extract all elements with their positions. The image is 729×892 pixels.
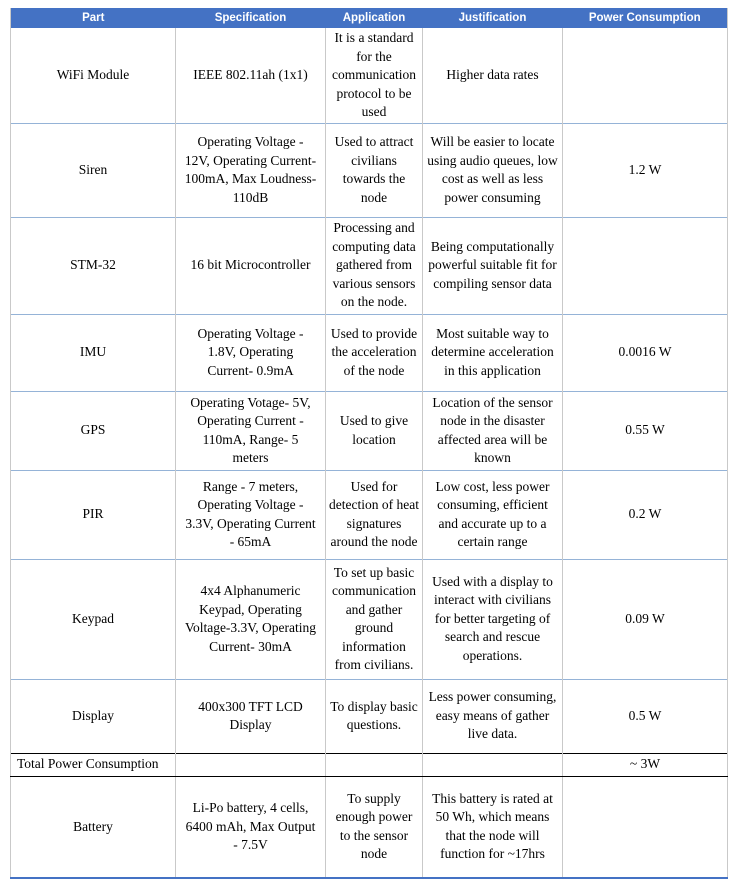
cell-justification: Less power consuming, easy means of gather live data. xyxy=(423,679,563,753)
cell-power xyxy=(563,217,728,314)
header-row xyxy=(11,8,728,28)
cell-specification: Li-Po battery, 4 cells, 6400 mAh, Max Output - 7.5V xyxy=(176,776,326,878)
cell-application xyxy=(326,753,423,776)
cell-specification: Operating Votage- 5V, Operating Current - 110mA, Range- 5 meters xyxy=(176,391,326,470)
cell-application: Processing and computing data gathered from various sensors on the node. xyxy=(326,217,423,314)
cell-part: Siren xyxy=(11,123,176,217)
table-row xyxy=(11,470,728,559)
cell-application: Used to give location xyxy=(326,391,423,470)
cell-specification: 400x300 TFT LCD Display xyxy=(176,679,326,753)
cell-power: 0.09 W xyxy=(563,559,728,679)
cell-application: Used for detection of heat signatures around the node xyxy=(326,470,423,559)
table-body xyxy=(11,28,728,878)
cell-power: 0.5 W xyxy=(563,679,728,753)
table-row xyxy=(11,314,728,391)
cell-part: WiFi Module xyxy=(11,28,176,123)
cell-justification: Higher data rates xyxy=(423,28,563,123)
column-header-part: Part xyxy=(11,8,176,28)
cell-justification: Will be easier to locate using audio queues, low cost as well as less power consuming xyxy=(423,123,563,217)
cell-part: Battery xyxy=(11,776,176,878)
cell-application: To display basic questions. xyxy=(326,679,423,753)
cell-power xyxy=(563,776,728,878)
cell-power: 0.2 W xyxy=(563,470,728,559)
column-header-power-consumption: Power Consumption xyxy=(563,8,728,28)
cell-specification: Range - 7 meters, Operating Voltage - 3.3V, Operating Current - 65mA xyxy=(176,470,326,559)
table-row xyxy=(11,679,728,753)
cell-part: Keypad xyxy=(11,559,176,679)
cell-justification: Most suitable way to determine acceleration in this application xyxy=(423,314,563,391)
cell-specification: 16 bit Microcontroller xyxy=(176,217,326,314)
cell-specification: Operating Voltage - 12V, Operating Current- 100mA, Max Loudness- 110dB xyxy=(176,123,326,217)
cell-power: 0.0016 W xyxy=(563,314,728,391)
table-row xyxy=(11,776,728,878)
cell-justification: Being computationally powerful suitable fit for compiling sensor data xyxy=(423,217,563,314)
cell-part: Total Power Consumption xyxy=(11,753,176,776)
table-row xyxy=(11,123,728,217)
table-row xyxy=(11,559,728,679)
cell-application: To set up basic communication and gather ground information from civilians. xyxy=(326,559,423,679)
cell-part: STM-32 xyxy=(11,217,176,314)
cell-justification: This battery is rated at 50 Wh, which means that the node will function for ~17hrs xyxy=(423,776,563,878)
cell-part: Display xyxy=(11,679,176,753)
column-header-justification: Justification xyxy=(423,8,563,28)
cell-part: GPS xyxy=(11,391,176,470)
cell-power: 1.2 W xyxy=(563,123,728,217)
cell-power: ~ 3W xyxy=(563,753,728,776)
column-header-specification: Specification xyxy=(176,8,326,28)
cell-part: IMU xyxy=(11,314,176,391)
components-power-table xyxy=(10,8,728,879)
cell-justification: Low cost, less power consuming, efficient and accurate up to a certain range xyxy=(423,470,563,559)
cell-application: Used to attract civilians towards the node xyxy=(326,123,423,217)
cell-justification: Location of the sensor node in the disaster affected area will be known xyxy=(423,391,563,470)
cell-part: PIR xyxy=(11,470,176,559)
table-row xyxy=(11,217,728,314)
cell-specification: 4x4 Alphanumeric Keypad, Operating Voltage-3.3V, Operating Current- 30mA xyxy=(176,559,326,679)
cell-specification: Operating Voltage - 1.8V, Operating Current- 0.9mA xyxy=(176,314,326,391)
table-row xyxy=(11,391,728,470)
cell-application: It is a standard for the communication protocol to be used xyxy=(326,28,423,123)
column-header-application: Application xyxy=(326,8,423,28)
cell-power: 0.55 W xyxy=(563,391,728,470)
cell-specification: IEEE 802.11ah (1x1) xyxy=(176,28,326,123)
table-row xyxy=(11,28,728,123)
cell-power xyxy=(563,28,728,123)
cell-application: Used to provide the acceleration of the node xyxy=(326,314,423,391)
total-row xyxy=(11,753,728,776)
cell-specification xyxy=(176,753,326,776)
cell-justification xyxy=(423,753,563,776)
cell-justification: Used with a display to interact with civilians for better targeting of search and rescue operations. xyxy=(423,559,563,679)
cell-application: To supply enough power to the sensor node xyxy=(326,776,423,878)
table-header xyxy=(11,8,728,28)
